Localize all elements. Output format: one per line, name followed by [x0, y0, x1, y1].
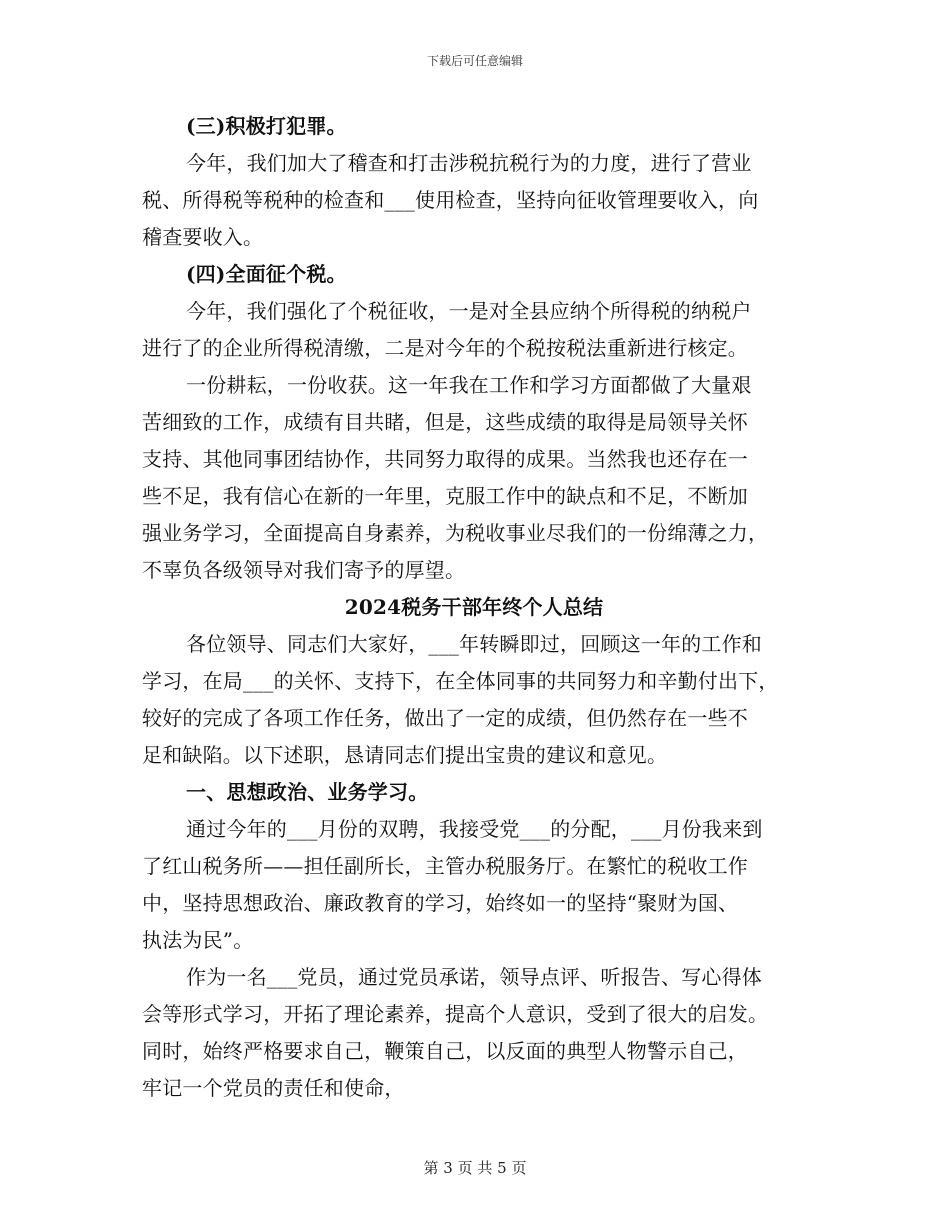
section-heading: (三)积极打犯罪。 — [186, 114, 347, 138]
text-line: 支持、其他同事团结协作，共同努力取得的成果。当然我也还存在一 — [142, 447, 748, 471]
page-footer: 第 3 页 共 5 页 — [423, 1159, 527, 1177]
page-header: 下载后可任意编辑 — [426, 54, 523, 68]
text-line: 足和缺陷。以下述职，恳请同志们提出宝贵的建议和意见。 — [142, 743, 668, 767]
text-line: 各位领导、同志们大家好，___年转瞬即过，回顾这一年的工作和 — [186, 632, 762, 656]
text-line: 今年，我们加大了稽查和打击涉税抗税行为的力度，进行了营业 — [186, 151, 752, 175]
text-line: 中，坚持思想政治、廉政教育的学习，始终如一的坚持“聚财为国、 — [142, 891, 739, 915]
text-line: 同时，始终严格要求自己，鞭策自己，以反面的典型人物警示自己， — [142, 1039, 748, 1063]
document-body — [142, 108, 806, 1107]
section-heading: (四)全面征个税。 — [186, 262, 347, 286]
text-line: 牢记一个党员的责任和使命， — [142, 1076, 405, 1100]
text-line: 一份耕耘，一份收获。这一年我在工作和学习方面都做了大量艰 — [186, 373, 752, 397]
text-line: 苦细致的工作，成绩有目共睹，但是，这些成绩的取得是局领导关怀 — [142, 410, 748, 434]
text-line: 了红山税务所——担任副所长，主管办税服务厅。在繁忙的税收工作 — [142, 854, 748, 878]
text-line: 会等形式学习，开拓了理论素养，提高个人意识，受到了很大的启发。 — [142, 1002, 769, 1026]
document-title: 2024税务干部年终个人总结 — [344, 595, 604, 619]
text-line: 税、所得税等税种的检查和___使用检查，坚持向征收管理要收入，向 — [142, 188, 759, 212]
text-line: 不辜负各级领导对我们寄予的厚望。 — [142, 558, 466, 582]
text-line: 作为一名___党员，通过党员承诺，领导点评、听报告、写心得体 — [186, 965, 762, 989]
text-line: 执法为民”。 — [142, 928, 254, 952]
text-line: 进行了的企业所得税清缴，二是对今年的个税按税法重新进行核定。 — [142, 336, 748, 360]
text-line: 较好的完成了各项工作任务，做出了一定的成绩，但仍然存在一些不 — [142, 706, 748, 730]
text-line: 今年，我们强化了个税征收，一是对全县应纳个所得税的纳税户 — [186, 299, 752, 323]
text-line: 强业务学习，全面提高自身素养，为税收事业尽我们的一份绵薄之力， — [142, 521, 769, 545]
section-heading: 一、思想政治、业务学习。 — [186, 780, 429, 804]
text-line: 通过今年的___月份的双聘，我接受党___的分配，___月份我来到 — [186, 817, 763, 841]
text-line: 学习，在局___的关怀、支持下，在全体同事的共同努力和辛勤付出下， — [142, 669, 779, 693]
text-line: 些不足，我有信心在新的一年里，克服工作中的缺点和不足，不断加 — [142, 484, 748, 508]
text-line: 稽查要收入。 — [142, 225, 264, 249]
